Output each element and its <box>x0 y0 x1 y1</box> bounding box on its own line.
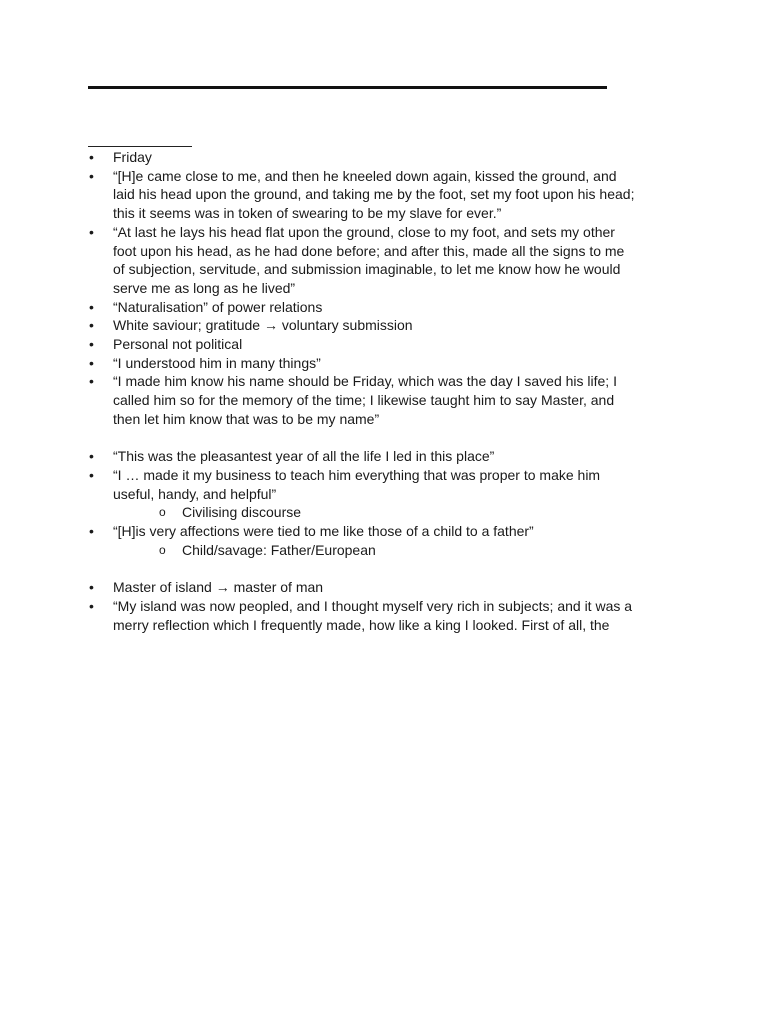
list-item-line: of subjection, servitude, and submission imaginable, to let me know how he would <box>113 261 621 278</box>
list-item <box>0 316 784 335</box>
list-item-line: • “This was the pleasantest year of all the life I led in this place” <box>113 448 495 465</box>
list-item <box>0 335 784 354</box>
list-item <box>0 354 784 373</box>
list-item-line: • “[H]e came close to me, and then he kneeled down again, kissed the ground, and <box>113 167 617 184</box>
list-item-line: • White saviour; gratitude → voluntary submission <box>113 317 413 334</box>
list-item <box>0 223 784 298</box>
list-item-line: then let him know that was to be my name” <box>113 410 380 427</box>
list-item-line: laid his head upon the ground, and taking me by the foot, set my foot upon his head; <box>113 186 635 203</box>
list-item-line: this it seems was in token of swearing to be my slave for ever.” <box>113 205 502 222</box>
list-item-line: • “I understood him in many things” <box>113 354 321 371</box>
list-item <box>0 298 784 317</box>
list-item-line: called him so for the memory of the time; I likewise taught him to say Master, and <box>113 392 615 409</box>
list-item-line: merry reflection which I frequently made, how like a king I looked. First of all, the <box>113 616 610 633</box>
list-item-line: • “I made him know his name should be Friday, which was the day I saved his life; I <box>113 373 617 390</box>
list-item-line: o Civilising discourse <box>182 504 302 521</box>
list-item-line: • “At last he lays his head flat upon the ground, close to my foot, and sets my other <box>113 223 615 240</box>
list-item-line: • “I … made it my business to teach him everything that was proper to make him <box>113 466 601 483</box>
list-spacer <box>0 559 784 578</box>
list-item-line: useful, handy, and helpful” <box>113 485 277 502</box>
list-item <box>0 148 784 167</box>
list-item <box>0 372 784 428</box>
list-item <box>0 578 784 597</box>
list-item-line: • Personal not political <box>113 336 243 353</box>
list-item-line: • Friday <box>113 149 152 165</box>
top-horizontal-rule <box>88 86 607 89</box>
list-item-line: • “[H]is very affections were tied to me like those of a child to a father” <box>113 523 534 540</box>
list-item <box>0 466 784 503</box>
sub-list-item <box>0 541 784 560</box>
list-item <box>0 167 784 223</box>
list-item-line: o Child/savage: Father/European <box>182 541 376 558</box>
list-item-line: • Master of island → master of man <box>113 579 324 596</box>
list-spacer <box>0 429 784 448</box>
sub-list-item <box>0 503 784 522</box>
list-item <box>0 597 784 634</box>
list-item-line: • “Naturalisation” of power relations <box>113 298 323 315</box>
list-item <box>0 522 784 541</box>
list-item-line: serve me as long as he lived” <box>113 279 296 296</box>
list-item-line: • “My island was now peopled, and I thought myself very rich in subjects; and it was a <box>113 597 633 614</box>
short-horizontal-rule <box>88 146 192 147</box>
notes-bullet-list <box>0 148 784 634</box>
list-item-line: foot upon his head, as he had done before; and after this, made all the signs to me <box>113 242 625 259</box>
list-item <box>0 447 784 466</box>
